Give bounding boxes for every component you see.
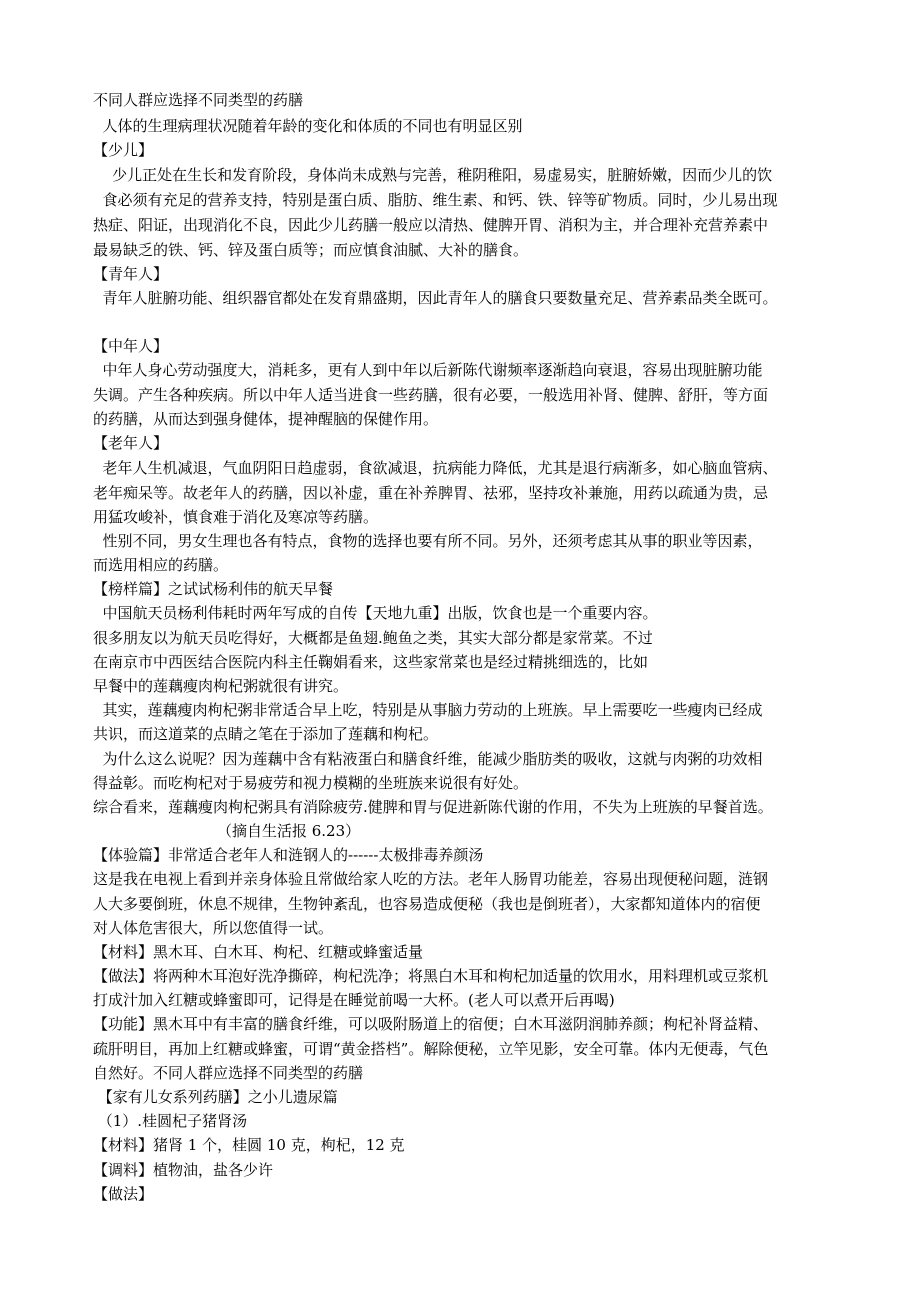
paragraph-line: 很多朋友以为航天员吃得好，大概都是鱼翅.鲍鱼之类，其实大部分都是家常菜。不过 bbox=[93, 629, 653, 647]
function-line: 【功能】黑木耳中有丰富的膳食纤维，可以吸附肠道上的宿便；白木耳滋阴润肺养颜；枸杞补肾益精、 bbox=[93, 1015, 769, 1033]
paragraph-line: 少儿正处在生长和发育阶段，身体尚未成熟与完善，稚阴稚阳，易虚易实，脏腑娇嫩，因而少儿的饮 bbox=[93, 166, 773, 184]
intro-line: 人体的生理病理状况随着年龄的变化和体质的不同也有明显区别 bbox=[93, 117, 523, 135]
recipe-seasoning: 【调料】植物油，盐各少许 bbox=[93, 1161, 274, 1179]
section-heading-middle-aged: 【中年人】 bbox=[93, 337, 169, 355]
paragraph-line: 对人体危害很大，所以您值得一试。 bbox=[93, 919, 334, 937]
recipe-title: （1）.桂圆杞子猪肾汤 bbox=[93, 1112, 248, 1130]
paragraph-line: 在南京市中西医结合医院内科主任鞠娟看来，这些家常菜也是经过精挑细选的，比如 bbox=[93, 653, 649, 671]
recipe-method-heading: 【做法】 bbox=[93, 1185, 154, 1203]
paragraph-line: 的药膳，从而达到强身健体，提神醒脑的保健作用。 bbox=[93, 410, 439, 428]
paragraph-line: 最易缺乏的铁、钙、锌及蛋白质等；而应慎食油腻、大补的膳食。 bbox=[93, 241, 529, 259]
section-heading-children: 【少儿】 bbox=[93, 141, 154, 159]
paragraph-line: 打成汁加入红糖或蜂蜜即可，记得是在睡觉前喝一大杯。(老人可以煮开后再喝) bbox=[93, 991, 615, 1009]
paragraph-line: 为什么这么说呢？因为莲藕中含有粘液蛋白和膳食纤维，能减少脂肪类的吸收，这就与肉粥的功效相 bbox=[93, 750, 763, 768]
recipe-ingredients: 【材料】猪肾 1 个，桂圆 10 克，枸杞，12 克 bbox=[93, 1136, 405, 1154]
paragraph-line: 失调。产生各种疾病。所以中年人适当进食一些药膳，很有必要，一般选用补肾、健脾、舒肝，等方面 bbox=[93, 386, 769, 404]
section-heading-youth: 【青年人】 bbox=[93, 265, 169, 283]
paragraph-line: 早餐中的莲藕瘦肉枸杞粥就很有讲究。 bbox=[93, 677, 349, 695]
paragraph-line: 人大多要倒班，休息不规律，生物钟紊乱，也容易造成便秘（我也是倒班者），大家都知道体内的宿便 bbox=[93, 895, 761, 913]
paragraph-line: 中国航天员杨利伟耗时两年写成的自传【天地九重】出版，饮食也是一个重要内容。 bbox=[93, 604, 658, 622]
paragraph-line: 老年痴呆等。故老年人的药膳，因以补虚，重在补养脾胃、祛邪，坚持攻补兼施，用药以疏通为贵，忌 bbox=[93, 484, 769, 502]
paragraph-line: 中年人身心劳动强度大，消耗多，更有人到中年以后新陈代谢频率逐渐趋向衰退，容易出现脏腑功能 bbox=[93, 361, 763, 379]
paragraph-line: 食必须有充足的营养支持，特别是蛋白质、脂肪、维生素、和钙、铁、锌等矿物质。同时，少儿易出现 bbox=[93, 191, 778, 209]
paragraph-line: 用猛攻峻补，慎食难于消化及寒凉等药膳。 bbox=[93, 508, 379, 526]
section-heading-elderly: 【老年人】 bbox=[93, 434, 169, 452]
ingredients-line: 【材料】黑木耳、白木耳、枸杞、红糖或蜂蜜适量 bbox=[93, 943, 424, 961]
paragraph-line: 共识，而这道菜的点睛之笔在于添加了莲藕和枸杞。 bbox=[93, 725, 439, 743]
paragraph-line: 综合看来，莲藕瘦肉枸杞粥具有消除疲劳.健脾和胃与促进新陈代谢的作用，不失为上班族的早餐首选。 bbox=[93, 798, 773, 816]
paragraph-line: 热症、阳证，出现消化不良，因此少儿药膳一般应以清热、健脾开胃、消积为主，并合理补充营养素中 bbox=[93, 216, 769, 234]
section-heading-role-model: 【榜样篇】之试试杨利伟的航天早餐 bbox=[93, 580, 334, 598]
paragraph-line: 青年人脏腑功能、组织器官都处在发育鼎盛期，因此青年人的膳食只要数量充足、营养素品类全既可。 bbox=[93, 289, 778, 307]
doc-title: 不同人群应选择不同类型的药膳 bbox=[93, 91, 304, 109]
paragraph-line: 这是我在电视上看到并亲身体验且常做给家人吃的方法。老年人肠胃功能差，容易出现便秘问题，涟钢 bbox=[93, 870, 769, 888]
paragraph-line: 疏肝明目，再加上红糖或蜂蜜，可谓“黄金搭档”。解除便秘，立竿见影，安全可靠。体内无便毒，气色 bbox=[93, 1040, 769, 1058]
method-line: 【做法】将两种木耳泡好洗净撕碎，枸杞洗净；将黑白木耳和枸杞加适量的饮用水，用料理机或豆浆机 bbox=[93, 967, 769, 985]
paragraph-line: 而选用相应的药膳。 bbox=[93, 556, 229, 574]
paragraph-line: 其实，莲藕瘦肉枸杞粥非常适合早上吃，特别是从事脑力劳动的上班族。早上需要吃一些瘦肉已经成 bbox=[93, 701, 763, 719]
section-heading-experience: 【体验篇】非常适合老年人和涟钢人的------太极排毒养颜汤 bbox=[93, 846, 484, 864]
paragraph-line: 自然好。不同人群应选择不同类型的药膳 bbox=[93, 1064, 364, 1082]
section-heading-family-series: 【家有儿女系列药膳】之小儿遗尿篇 bbox=[93, 1088, 338, 1106]
paragraph-line: 老年人生机减退，气血阴阳日趋虚弱，食欲减退，抗病能力降低，尤其是退行病渐多，如心脑血管病、 bbox=[93, 459, 778, 477]
source-citation: （摘自生活报 6.23） bbox=[93, 822, 361, 840]
paragraph-line: 性别不同，男女生理也各有特点，食物的选择也要有所不同。另外，还须考虑其从事的职业等因素， bbox=[93, 532, 763, 550]
paragraph-line: 得益彰。而吃枸杞对于易疲劳和视力模糊的坐班族来说很有好处。 bbox=[93, 774, 529, 792]
